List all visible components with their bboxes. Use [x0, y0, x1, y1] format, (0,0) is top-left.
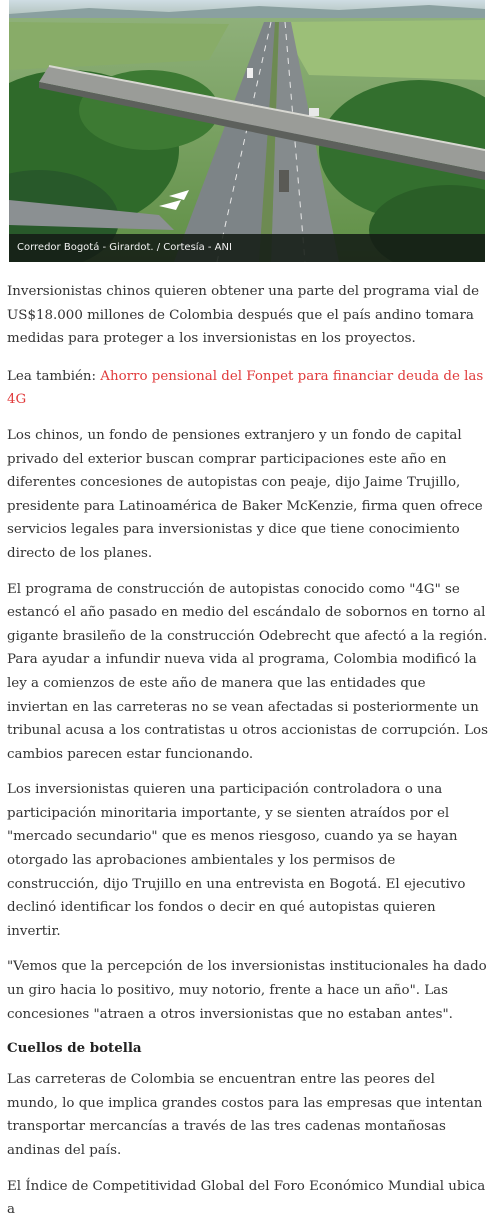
related-article-link[interactable]: Ahorro pensional del Fonpet para financiar deuda de las 4G — [7, 368, 484, 408]
article-paragraph: El programa de construcción de autopistas conocido como "4G" se estancó el año pasado en medio del escándalo de sobornos en torno al gigante brasileño de la construcción Odebrecht que afectó a la región. Para ayudar a infundir nueva vida al programa, Colombia modificó la ley a comienzos de este año de manera que las entidades que inviertan en las carreteras no se vean afectadas si posteriormente un tribunal acusa a los contratistas u otros accionistas de corrupción. Los cambios parecen estar funcionando. — [7, 581, 488, 762]
highway-photo — [9, 0, 485, 262]
article-paragraph: Inversionistas chinos quieren obtener una parte del programa vial de US$18.000 millones de Colombia después que el país andino tomara medidas para proteger a los inversionistas en los proyectos. — [7, 284, 480, 347]
also-read — [7, 365, 488, 412]
article-paragraph: Los inversionistas quieren una participación controladora o una participación minoritaria importante, y se sienten atraídos por el "mercado secundario" que es menos riesgoso, cuando ya se hayan otorgado las aprobaciones ambientales y los permisos de construcción, dijo Trujillo en una entrevista en Bogotá. El ejecutivo declinó identificar los fondos o decir en qué autopistas quieren invertir. — [7, 782, 466, 939]
article-figure — [9, 0, 485, 262]
photo-caption: Corredor Bogotá - Girardot. / Cortesía - ANI — [9, 234, 485, 262]
also-read-label: Lea también: — [7, 368, 101, 384]
article-paragraph: "Vemos que la percepción de los inversionistas institucionales ha dado un giro hacia lo positivo, muy notorio, frente a hace un año". Las concesiones "atraen a otros inversionistas que no estaban antes". — [7, 959, 487, 1022]
section-heading: Cuellos de botella — [7, 1040, 142, 1057]
article-paragraph: El Índice de Competitividad Global del Foro Económico Mundial ubica a — [7, 1178, 486, 1218]
article-paragraph: Los chinos, un fondo de pensiones extranjero y un fondo de capital privado del exterior buscan comprar participaciones este año en diferentes concesiones de autopistas con peaje, dijo Jaime Trujillo, presidente para Latinoamérica de Baker McKenzie, firma quen ofrece servicios legales para inversionistas y dice que tiene conocimiento directo de los planes. — [7, 427, 483, 561]
article-body — [0, 280, 494, 1222]
article-paragraph: Las carreteras de Colombia se encuentran entre las peores del mundo, lo que implica grandes costos para las empresas que intentan transportar mercancías a través de las tres cadenas montañosas andinas del país. — [7, 1072, 483, 1158]
